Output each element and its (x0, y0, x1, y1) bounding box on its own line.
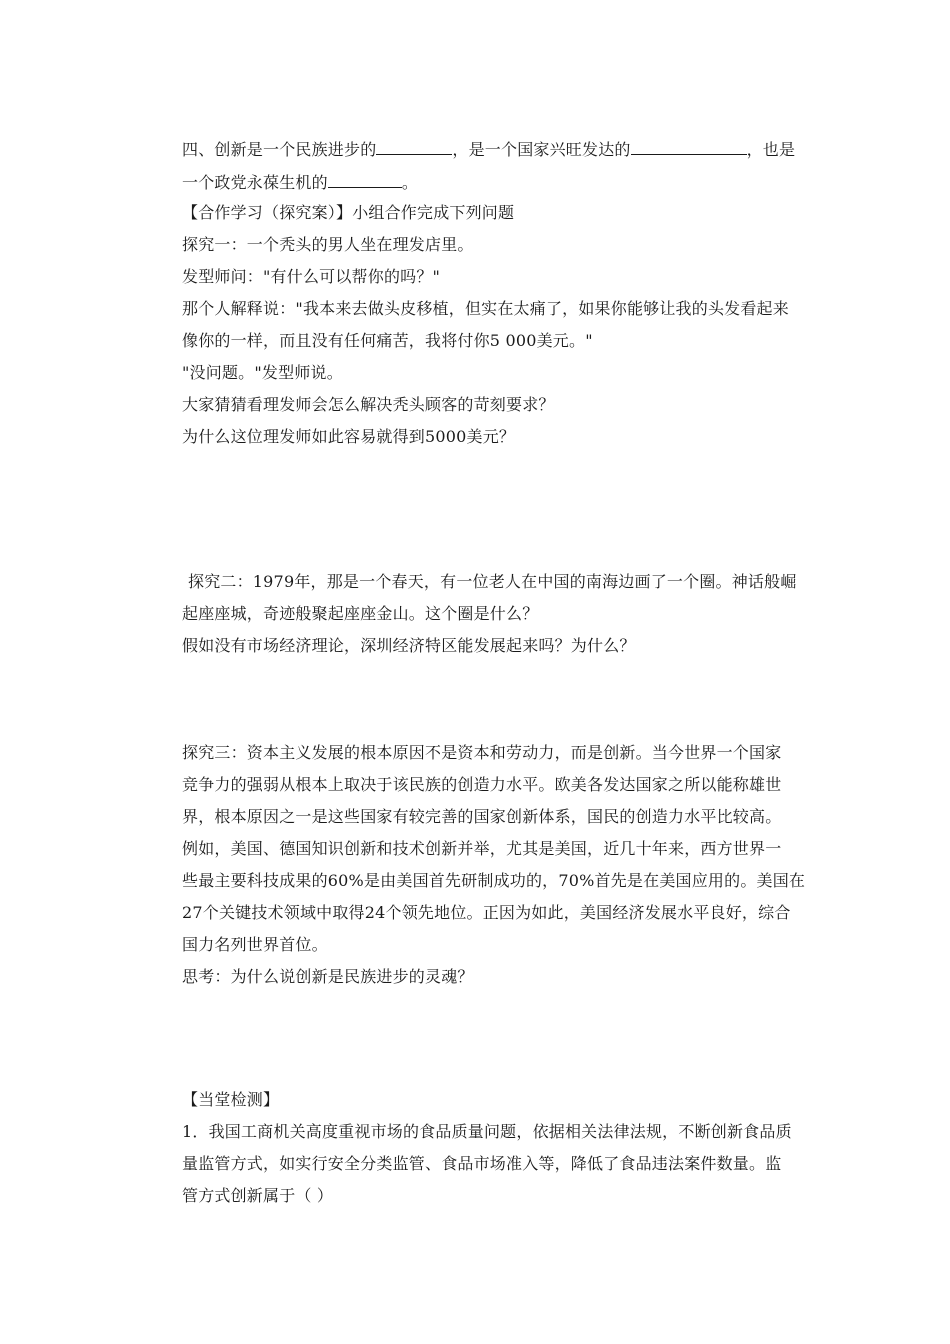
question1-line2: 量监管方式，如实行安全分类监管、食品市场准入等，降低了食品违法案件数量。监 (182, 1154, 782, 1173)
check-heading: 【当堂检测】 (182, 1090, 280, 1109)
inquiry3-line7: 国力名列世界首位。 (182, 935, 328, 954)
inquiry3-line4: 例如，美国、德国知识创新和技术创新并举，尤其是美国，近几十年来，西方世界一 (182, 839, 782, 858)
section4-line1 (182, 138, 822, 160)
inquiry3-line1: 探究三：资本主义发展的根本原因不是资本和劳动力，而是创新。当今世界一个国家 (182, 743, 782, 762)
question1-line1: 1．我国工商机关高度重视市场的食品质量问题，依据相关法律法规，不断创新食品质 (182, 1122, 792, 1141)
section4-text-b: ，是一个国家兴旺发达的 (452, 140, 631, 159)
inquiry1-line2: 发型师问："有什么可以帮你的吗？" (182, 267, 441, 286)
section4-text-e: 。 (401, 173, 419, 192)
inquiry3-question1: 思考：为什么说创新是民族进步的灵魂？ (182, 967, 474, 986)
section4-text-d: 一个政党永葆生机的 (182, 173, 328, 192)
inquiry1-line5: "没问题。"发型师说。 (182, 363, 343, 382)
inquiry1-line1: 探究一：一个秃头的男人坐在理发店里。 (182, 235, 474, 254)
coop-heading: 【合作学习（探究案）】小组合作完成下列问题 (182, 203, 515, 222)
inquiry2-line2: 起座座城，奇迹般聚起座座金山。这个圈是什么？ (182, 604, 539, 623)
inquiry1-line4: 像你的一样，而且没有任何痛苦，我将付你5 000美元。" (182, 331, 593, 350)
fill-blank-3[interactable] (328, 171, 402, 188)
inquiry2-line1: 探究二：1979年，那是一个春天，有一位老人在中国的南海边画了一个圈。神话般崛 (188, 572, 797, 591)
fill-blank-2[interactable] (631, 138, 747, 155)
inquiry3-line2: 竞争力的强弱从根本上取决于该民族的创造力水平。欧美各发达国家之所以能称雄世 (182, 775, 782, 794)
section4-text-a: 四、创新是一个民族进步的 (182, 140, 377, 159)
section4-line2 (182, 171, 822, 193)
question1-line3: 管方式创新属于（ ） (182, 1186, 334, 1205)
inquiry3-line6: 27个关键技术领域中取得24个领先地位。正因为如此，美国经济发展水平良好，综合 (182, 903, 791, 922)
inquiry3-line5: 些最主要科技成果的60%是由美国首先研制成功的，70%首先是在美国应用的。美国在 (182, 871, 806, 890)
inquiry3-line3: 界，根本原因之一是这些国家有较完善的国家创新体系，国民的创造力水平比较高。 (182, 807, 782, 826)
fill-blank-1[interactable] (376, 138, 452, 155)
inquiry1-question1: 大家猜猜看理发师会怎么解决秃头顾客的苛刻要求？ (182, 395, 555, 414)
inquiry1-question2: 为什么这位理发师如此容易就得到5000美元？ (182, 427, 516, 446)
inquiry2-question1: 假如没有市场经济理论，深圳经济特区能发展起来吗？为什么？ (182, 636, 636, 655)
section4-text-c: ，也是 (746, 140, 796, 159)
inquiry1-line3: 那个人解释说："我本来去做头皮移植，但实在太痛了，如果你能够让我的头发看起来 (182, 299, 789, 318)
